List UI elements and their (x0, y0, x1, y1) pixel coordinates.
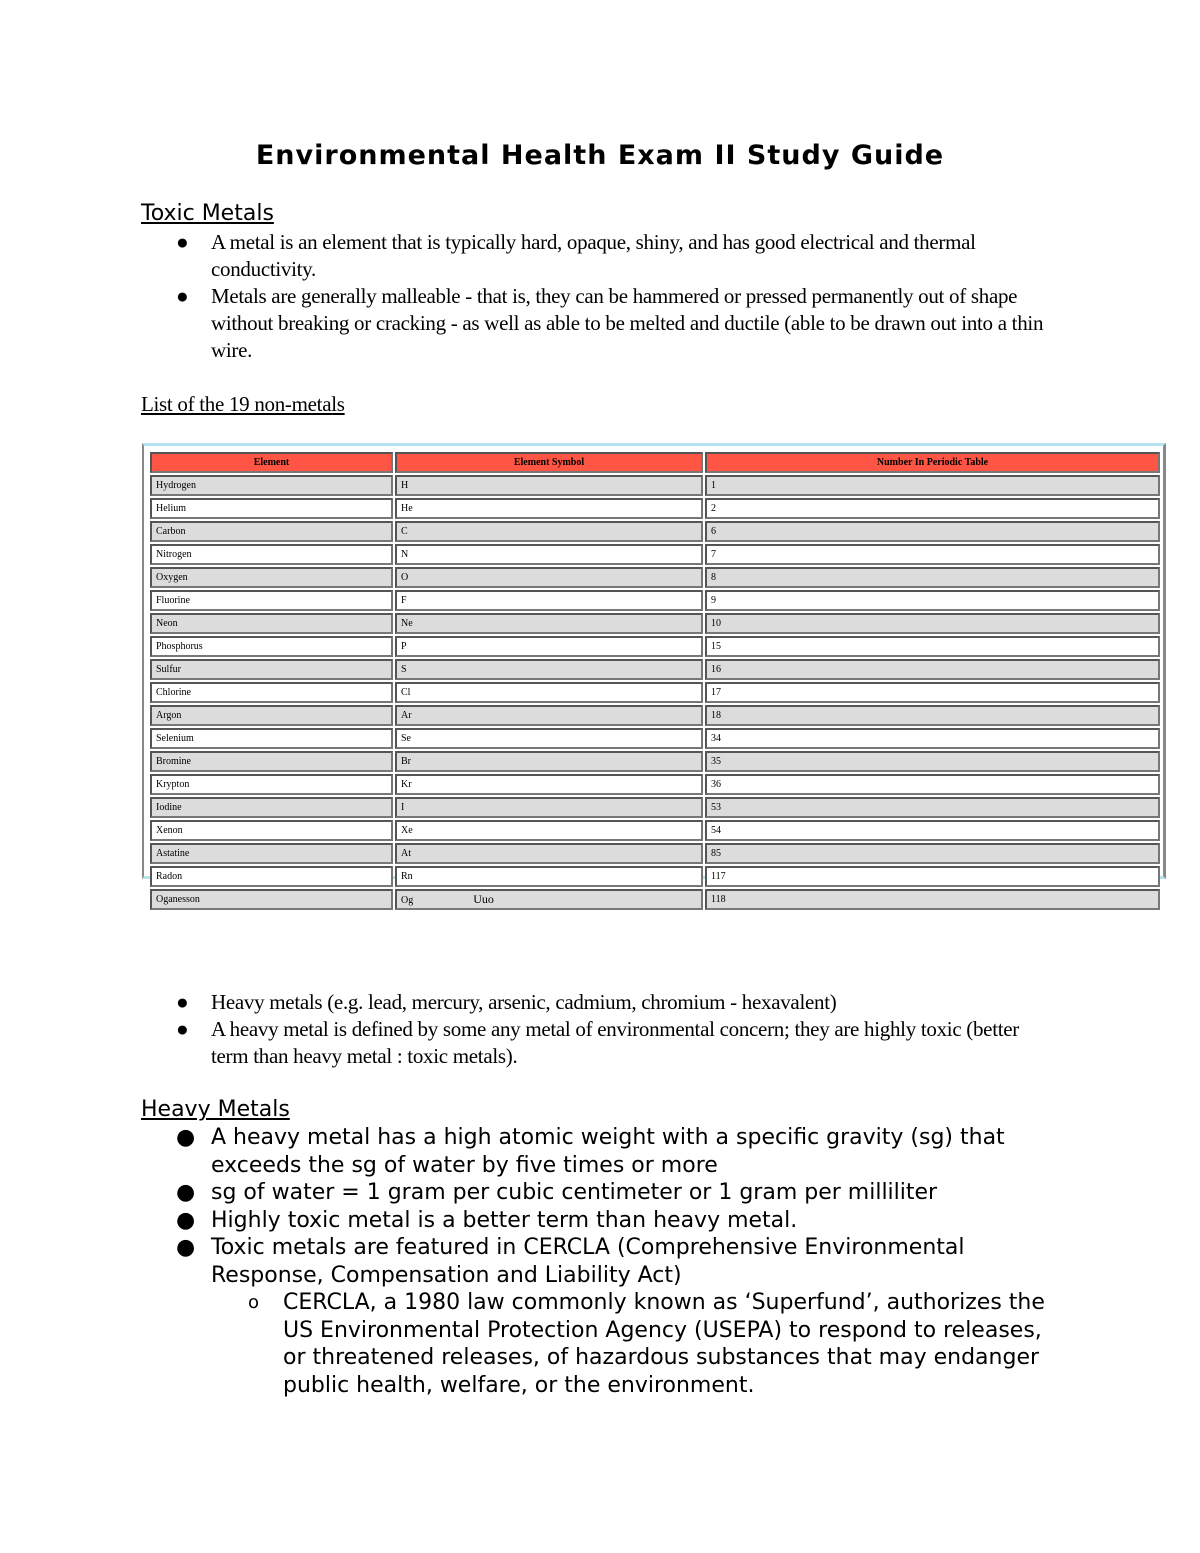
element-symbol-cell: Ar (395, 705, 703, 726)
element-name-cell: Sulfur (150, 659, 393, 680)
atomic-number-cell: 7 (705, 544, 1160, 565)
element-symbol-cell: H (395, 475, 703, 496)
list-item: ● Toxic metals are featured in CERCLA (Comprehensive Environmental Response, Compensation and Liability Act) (176, 1235, 965, 1288)
list-item: ● Metals are generally malleable - that is, they can be hammered or pressed permanently out of shape without breaking or cracking - as well as able to be melted and ductile (able to be drawn out into a thin wire. (176, 284, 1044, 362)
element-name-cell: Neon (150, 613, 393, 634)
table-row (150, 475, 1160, 496)
table-row (150, 544, 1160, 565)
table-row (150, 889, 1160, 910)
element-name-cell: Nitrogen (150, 544, 393, 565)
bullet-icon: ● (176, 1125, 196, 1150)
element-name-cell: Xenon (150, 820, 393, 841)
element-name-cell: Oganesson (150, 889, 393, 910)
element-name-cell: Iodine (150, 797, 393, 818)
table-row (150, 705, 1160, 726)
atomic-number-cell: 9 (705, 590, 1160, 611)
element-symbol-cell: N (395, 544, 703, 565)
element-name-cell: Bromine (150, 751, 393, 772)
list-item: ● sg of water = 1 gram per cubic centimeter or 1 gram per milliliter (176, 1180, 938, 1205)
element-symbol-cell: Cl (395, 682, 703, 703)
element-name-cell: Carbon (150, 521, 393, 542)
table-row (150, 567, 1160, 588)
element-name-cell: Astatine (150, 843, 393, 864)
element-name-cell: Selenium (150, 728, 393, 749)
list-item: ● A heavy metal has a high atomic weight with a specific gravity (sg) that exceeds the sg of water by five times or more (176, 1125, 1005, 1178)
element-name-cell: Radon (150, 866, 393, 887)
element-name-cell: Krypton (150, 774, 393, 795)
non-metals-table-frame (142, 443, 1166, 906)
element-symbol-cell: O (395, 567, 703, 588)
element-symbol-cell: I (395, 797, 703, 818)
element-name-cell: Argon (150, 705, 393, 726)
table-row (150, 590, 1160, 611)
atomic-number-cell: 10 (705, 613, 1160, 634)
toxic-metals-list (141, 229, 1061, 364)
bullet-icon: ● (176, 990, 189, 1014)
atomic-number-cell: 15 (705, 636, 1160, 657)
bullet-icon: ● (176, 230, 189, 254)
bullet-icon: ● (176, 1180, 196, 1205)
table-row (150, 843, 1160, 864)
bullet-icon: ● (176, 284, 189, 308)
element-symbol-cell: S (395, 659, 703, 680)
heavy-metals-list (141, 1124, 1061, 1399)
atomic-number-cell: 1 (705, 475, 1160, 496)
element-name-cell: Fluorine (150, 590, 393, 611)
table-row (150, 728, 1160, 749)
table-row (150, 866, 1160, 887)
element-symbol-cell: Ne (395, 613, 703, 634)
atomic-number-cell: 54 (705, 820, 1160, 841)
table-row (150, 774, 1160, 795)
column-header: Element Symbol (395, 452, 703, 473)
bullet-icon: ● (176, 1235, 196, 1260)
element-symbol-cell: He (395, 498, 703, 519)
element-name-cell: Chlorine (150, 682, 393, 703)
element-symbol-cell: Og Uuo (395, 889, 703, 910)
atomic-number-cell: 6 (705, 521, 1160, 542)
atomic-number-cell: 34 (705, 728, 1160, 749)
element-symbol-cell: Se (395, 728, 703, 749)
table-row (150, 820, 1160, 841)
list-item: ● A metal is an element that is typically hard, opaque, shiny, and has good electrical and thermal conductivity. (176, 230, 976, 281)
sub-list-item: o CERCLA, a 1980 law commonly known as ‘Superfund’, authorizes the US Environmental Protection Agency (USEPA) to respond to releases, or threatened releases, of hazardous substances that may endanger public health, welfare, or the environment. (248, 1290, 1045, 1398)
table-row (150, 682, 1160, 703)
atomic-number-cell: 36 (705, 774, 1160, 795)
table-row (150, 521, 1160, 542)
column-header: Element (150, 452, 393, 473)
table-row (150, 751, 1160, 772)
element-symbol-cell: At (395, 843, 703, 864)
element-name-cell: Hydrogen (150, 475, 393, 496)
atomic-number-cell: 2 (705, 498, 1160, 519)
table-row (150, 797, 1160, 818)
table-row (150, 636, 1160, 657)
atomic-number-cell: 17 (705, 682, 1160, 703)
element-name-cell: Phosphorus (150, 636, 393, 657)
table-row (150, 498, 1160, 519)
table-row (150, 659, 1160, 680)
element-symbol-cell: Rn (395, 866, 703, 887)
atomic-number-cell: 18 (705, 705, 1160, 726)
element-name-cell: Oxygen (150, 567, 393, 588)
element-symbol-cell: Xe (395, 820, 703, 841)
document-title: Environmental Health Exam II Study Guide (255, 140, 945, 171)
circle-bullet-icon: o (248, 1292, 260, 1313)
element-symbol-cell: P (395, 636, 703, 657)
toxic-metals-heading: Toxic Metals (141, 201, 274, 226)
alternate-symbol-note: Uuo (473, 892, 494, 906)
bullet-icon: ● (176, 1207, 196, 1233)
bullet-icon: ● (176, 1017, 189, 1041)
heavy-metals-notes-list (141, 989, 1061, 1070)
atomic-number-cell: 8 (705, 567, 1160, 588)
list-item: ● A heavy metal is defined by some any metal of environmental concern; they are highly toxic (better term than heavy metal : toxic metals). (176, 1017, 1019, 1068)
element-symbol-cell: F (395, 590, 703, 611)
non-metals-table (148, 450, 1162, 912)
list-item: ● Heavy metals (e.g. lead, mercury, arsenic, cadmium, chromium - hexavalent) (176, 990, 837, 1014)
atomic-number-cell: 16 (705, 659, 1160, 680)
element-name-cell: Helium (150, 498, 393, 519)
atomic-number-cell: 118 (705, 889, 1160, 910)
column-header: Number In Periodic Table (705, 452, 1160, 473)
element-symbol-cell: C (395, 521, 703, 542)
atomic-number-cell: 53 (705, 797, 1160, 818)
atomic-number-cell: 117 (705, 866, 1160, 887)
atomic-number-cell: 85 (705, 843, 1160, 864)
non-metals-list-label: List of the 19 non-metals (141, 392, 345, 416)
element-symbol-cell: Br (395, 751, 703, 772)
list-item: ● Highly toxic metal is a better term than heavy metal. (176, 1207, 798, 1233)
element-symbol-cell: Kr (395, 774, 703, 795)
atomic-number-cell: 35 (705, 751, 1160, 772)
heavy-metals-heading: Heavy Metals (141, 1097, 290, 1122)
table-row (150, 613, 1160, 634)
